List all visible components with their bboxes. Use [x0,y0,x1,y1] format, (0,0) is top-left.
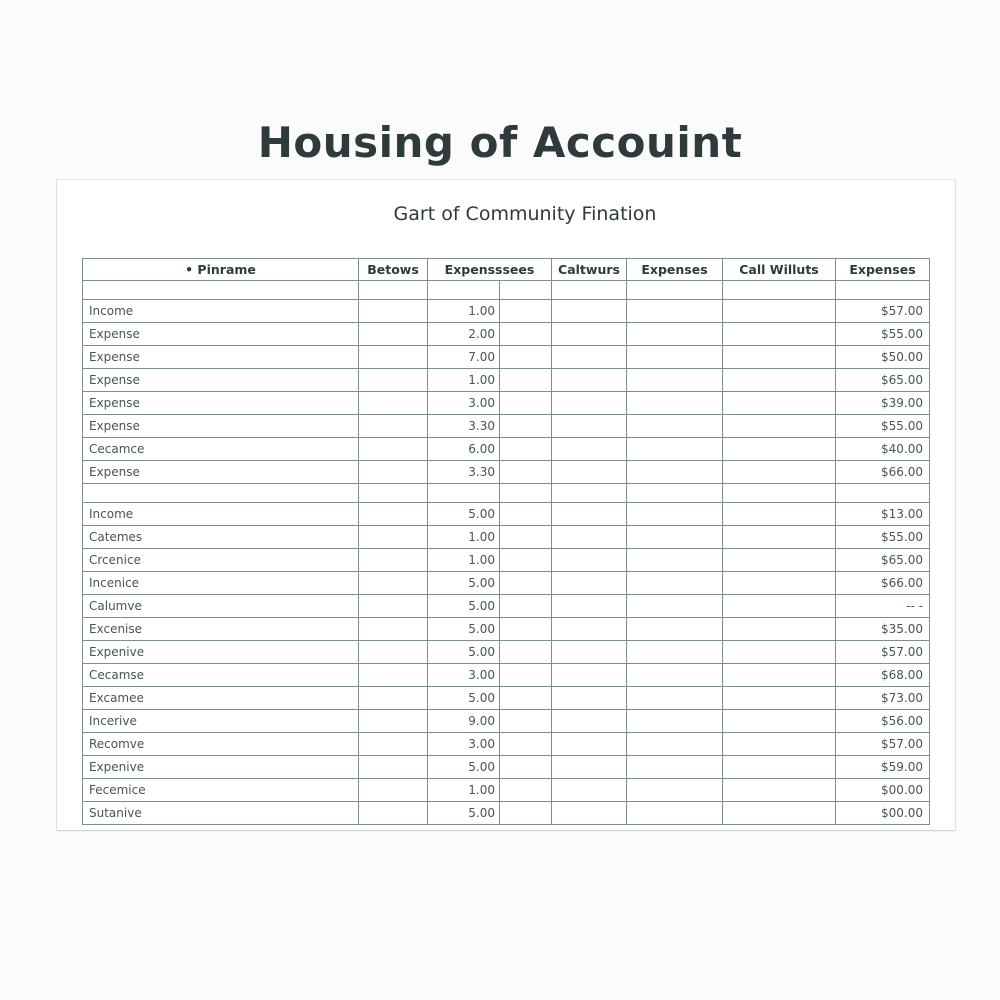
table-row [83,756,930,779]
empty-cell [500,369,552,392]
empty-cell [627,438,723,461]
table-row [83,392,930,415]
empty-cell [552,526,627,549]
empty-cell [836,484,930,503]
empty-cell [552,641,627,664]
row-quantity: 1.00 [428,526,500,549]
row-amount: $40.00 [836,438,930,461]
empty-cell [500,415,552,438]
empty-cell [500,687,552,710]
empty-cell [627,641,723,664]
empty-cell [500,323,552,346]
empty-cell [627,415,723,438]
row-label: Catemes [83,526,359,549]
row-amount: $65.00 [836,549,930,572]
table-row [83,733,930,756]
table-row [83,503,930,526]
empty-cell [723,664,836,687]
spacer-row [83,484,930,503]
empty-cell [359,484,428,503]
row-amount: -- - [836,595,930,618]
row-quantity: 1.00 [428,549,500,572]
empty-cell [627,300,723,323]
row-label: Expenive [83,641,359,664]
empty-cell [500,641,552,664]
empty-cell [359,526,428,549]
empty-cell [500,346,552,369]
empty-cell [359,687,428,710]
empty-cell [836,281,930,300]
empty-cell [500,710,552,733]
empty-cell [359,802,428,825]
empty-cell [359,300,428,323]
row-amount: $00.00 [836,802,930,825]
empty-cell [359,392,428,415]
column-header: Call Willuts [723,259,836,281]
empty-cell [723,779,836,802]
empty-cell [359,641,428,664]
table-row [83,618,930,641]
empty-cell [723,438,836,461]
empty-cell [627,392,723,415]
row-label: Expense [83,415,359,438]
row-quantity: 5.00 [428,595,500,618]
table-row [83,779,930,802]
empty-cell [359,756,428,779]
empty-cell [627,710,723,733]
empty-cell [552,572,627,595]
row-amount: $66.00 [836,572,930,595]
row-label: Excamee [83,687,359,710]
empty-cell [723,346,836,369]
empty-cell [627,346,723,369]
empty-cell [723,572,836,595]
row-amount: $56.00 [836,710,930,733]
row-quantity: 7.00 [428,346,500,369]
empty-cell [627,595,723,618]
empty-cell [83,281,359,300]
empty-cell [552,779,627,802]
empty-cell [552,323,627,346]
document-title: Housing of Accouint [257,118,743,167]
empty-cell [359,664,428,687]
empty-cell [359,281,428,300]
row-quantity: 9.00 [428,710,500,733]
empty-cell [359,618,428,641]
row-quantity: 1.00 [428,300,500,323]
empty-cell [723,687,836,710]
row-label: Recomve [83,733,359,756]
table-row [83,369,930,392]
empty-cell [552,503,627,526]
empty-cell [627,281,723,300]
empty-cell [723,484,836,503]
document-subtitle: Gart of Community Fination [393,203,657,225]
row-quantity: 5.00 [428,618,500,641]
row-amount: $57.00 [836,733,930,756]
empty-cell [552,346,627,369]
table-row [83,438,930,461]
empty-cell [359,346,428,369]
column-header: Caltwurs [552,259,627,281]
empty-cell [723,802,836,825]
row-quantity: 1.00 [428,369,500,392]
empty-cell [552,687,627,710]
empty-cell [627,802,723,825]
row-amount: $55.00 [836,415,930,438]
empty-cell [723,756,836,779]
row-amount: $55.00 [836,323,930,346]
empty-cell [627,687,723,710]
table-row [83,664,930,687]
empty-cell [552,281,627,300]
empty-cell [627,779,723,802]
empty-cell [500,664,552,687]
empty-cell [428,281,500,300]
empty-cell [500,549,552,572]
empty-cell [359,572,428,595]
row-amount: $65.00 [836,369,930,392]
empty-cell [627,484,723,503]
empty-cell [552,438,627,461]
row-quantity: 5.00 [428,687,500,710]
empty-cell [552,484,627,503]
row-amount: $57.00 [836,641,930,664]
empty-cell [552,802,627,825]
table-row [83,549,930,572]
empty-cell [723,300,836,323]
empty-cell [627,549,723,572]
empty-cell [500,733,552,756]
empty-cell [552,415,627,438]
table-row [83,687,930,710]
empty-cell [627,323,723,346]
row-quantity: 5.00 [428,756,500,779]
table-row [83,461,930,484]
empty-cell [552,710,627,733]
empty-cell [83,484,359,503]
row-quantity: 3.30 [428,415,500,438]
empty-cell [723,323,836,346]
row-label: Expense [83,346,359,369]
row-quantity: 6.00 [428,438,500,461]
empty-cell [359,369,428,392]
empty-cell [723,369,836,392]
empty-cell [500,526,552,549]
empty-cell [723,549,836,572]
column-header: Betows [359,259,428,281]
empty-cell [723,392,836,415]
row-quantity: 3.00 [428,664,500,687]
row-label: Calumve [83,595,359,618]
empty-cell [359,323,428,346]
empty-cell [552,549,627,572]
empty-cell [500,779,552,802]
empty-cell [627,572,723,595]
row-label: Expenive [83,756,359,779]
empty-cell [552,733,627,756]
empty-cell [428,484,500,503]
column-header: Expenses [627,259,723,281]
empty-cell [552,461,627,484]
row-quantity: 3.00 [428,392,500,415]
row-amount: $59.00 [836,756,930,779]
empty-cell [552,369,627,392]
empty-cell [627,503,723,526]
empty-cell [500,438,552,461]
row-quantity: 2.00 [428,323,500,346]
empty-cell [359,503,428,526]
table-row [83,346,930,369]
empty-cell [500,572,552,595]
empty-cell [627,526,723,549]
empty-cell [723,733,836,756]
empty-cell [552,392,627,415]
table-row [83,323,930,346]
ledger-table [82,258,930,825]
row-label: Cecamce [83,438,359,461]
empty-cell [359,733,428,756]
table-row [83,641,930,664]
row-amount: $50.00 [836,346,930,369]
row-label: Income [83,300,359,323]
empty-cell [359,461,428,484]
row-label: Expense [83,461,359,484]
empty-cell [500,618,552,641]
empty-cell [723,641,836,664]
table-row [83,710,930,733]
empty-cell [627,733,723,756]
table-row [83,415,930,438]
empty-cell [359,415,428,438]
row-quantity: 5.00 [428,641,500,664]
empty-cell [723,281,836,300]
empty-cell [627,756,723,779]
table-row [83,595,930,618]
empty-cell [500,756,552,779]
empty-cell [552,595,627,618]
empty-cell [627,618,723,641]
empty-cell [627,664,723,687]
column-header: Expenses [836,259,930,281]
empty-cell [359,710,428,733]
table-row [83,526,930,549]
row-amount: $55.00 [836,526,930,549]
empty-cell [359,549,428,572]
row-label: Expense [83,323,359,346]
empty-cell [552,618,627,641]
row-quantity: 3.30 [428,461,500,484]
empty-cell [500,484,552,503]
empty-cell [627,461,723,484]
table-row [83,802,930,825]
row-amount: $35.00 [836,618,930,641]
table-row [83,572,930,595]
row-amount: $13.00 [836,503,930,526]
ledger-body [83,281,930,825]
empty-cell [723,415,836,438]
row-quantity: 5.00 [428,503,500,526]
empty-cell [500,595,552,618]
row-amount: $57.00 [836,300,930,323]
empty-cell [552,756,627,779]
column-header: • Pinrame [83,259,359,281]
row-amount: $66.00 [836,461,930,484]
table-row [83,300,930,323]
empty-cell [552,664,627,687]
empty-cell [627,369,723,392]
empty-cell [723,618,836,641]
row-label: Sutanive [83,802,359,825]
row-label: Excenise [83,618,359,641]
row-amount: $39.00 [836,392,930,415]
row-label: Incenice [83,572,359,595]
empty-cell [500,503,552,526]
column-header: Expensssees [428,259,552,281]
row-quantity: 5.00 [428,802,500,825]
row-label: Fecemice [83,779,359,802]
empty-cell [359,438,428,461]
row-label: Expense [83,369,359,392]
empty-cell [500,392,552,415]
empty-cell [500,461,552,484]
spacer-row [83,281,930,300]
row-label: Cecamse [83,664,359,687]
empty-cell [723,595,836,618]
empty-cell [359,595,428,618]
empty-cell [723,503,836,526]
row-quantity: 3.00 [428,733,500,756]
row-amount: $00.00 [836,779,930,802]
empty-cell [359,779,428,802]
row-label: Crcenice [83,549,359,572]
empty-cell [552,300,627,323]
row-label: Incerive [83,710,359,733]
header-row [83,259,930,281]
empty-cell [500,300,552,323]
row-amount: $73.00 [836,687,930,710]
empty-cell [723,710,836,733]
empty-cell [500,802,552,825]
empty-cell [723,461,836,484]
empty-cell [723,526,836,549]
empty-cell [500,281,552,300]
row-quantity: 5.00 [428,572,500,595]
row-amount: $68.00 [836,664,930,687]
row-label: Income [83,503,359,526]
row-label: Expense [83,392,359,415]
row-quantity: 1.00 [428,779,500,802]
